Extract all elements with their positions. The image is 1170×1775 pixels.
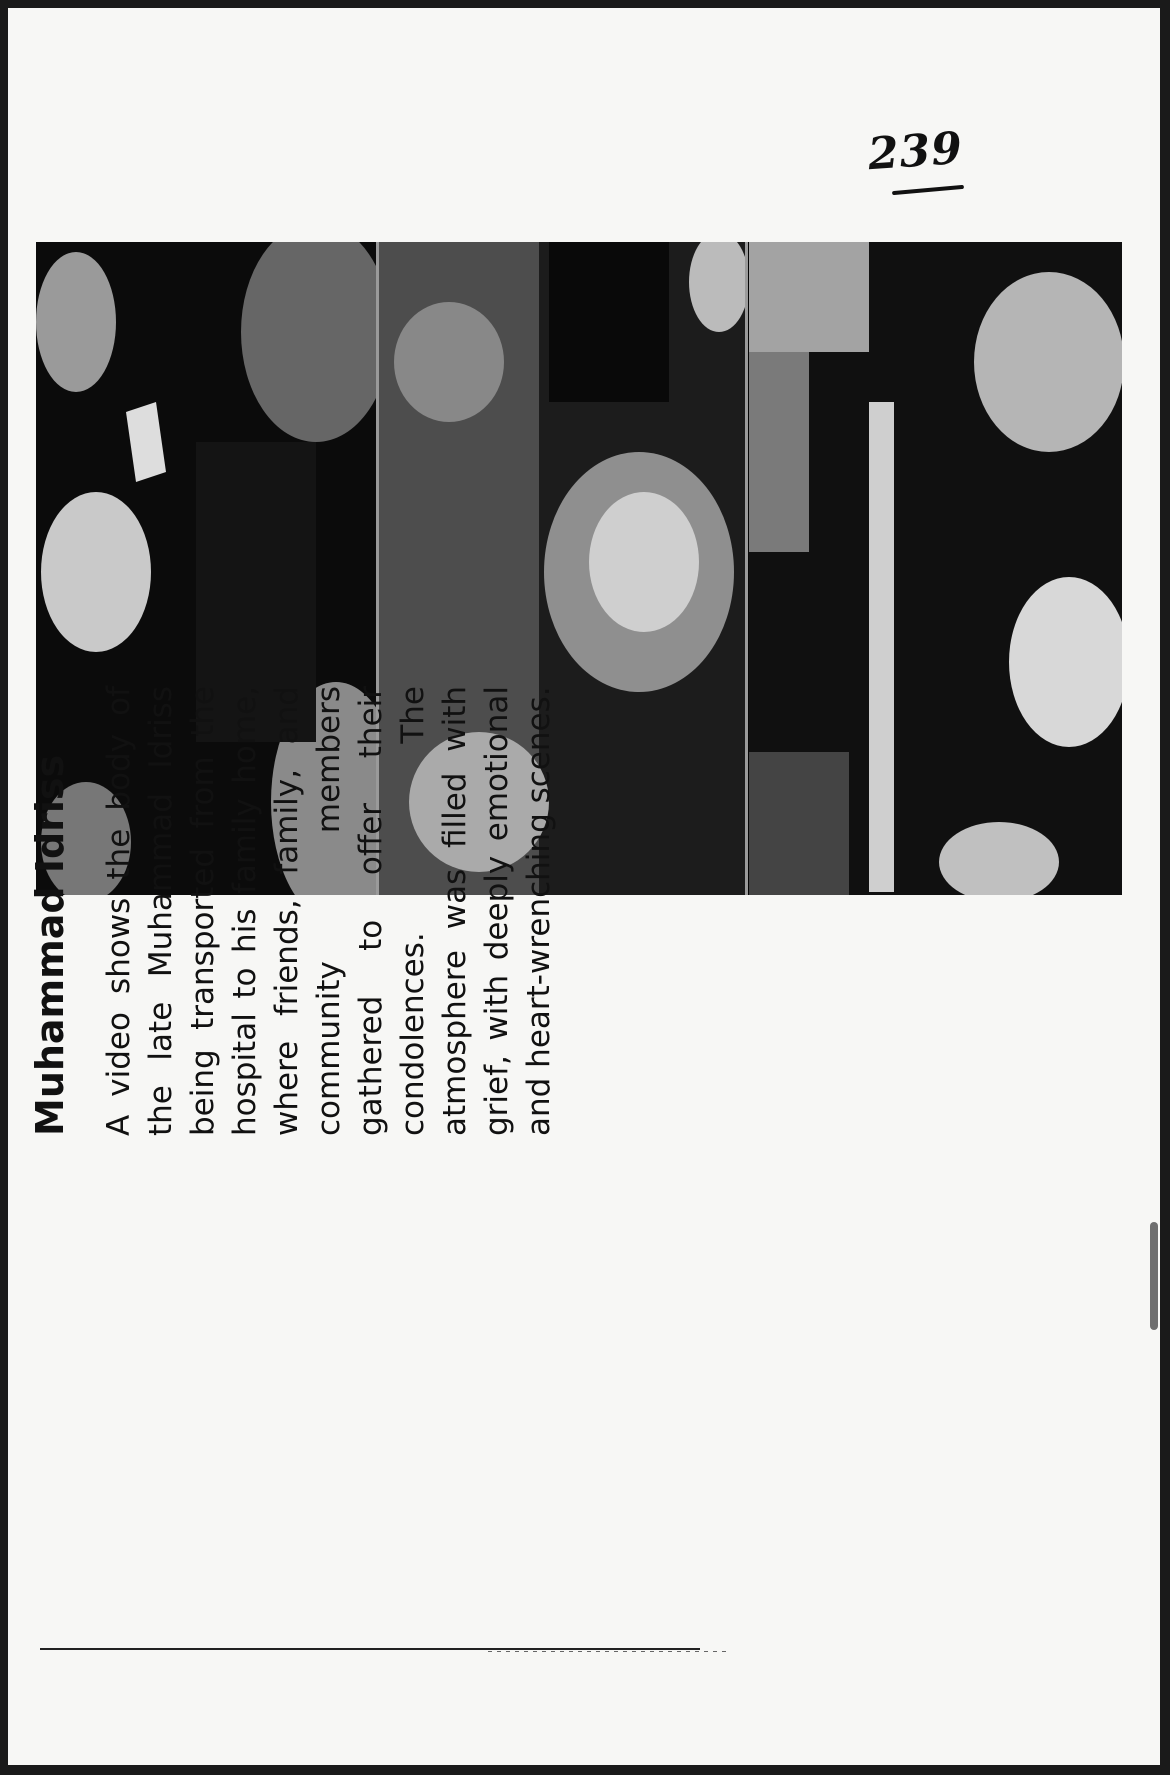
handwritten-page-number: 239: [866, 122, 965, 181]
article-headline: Muhammad Idriss: [28, 754, 72, 1136]
article-block: [28, 656, 998, 1136]
vertical-scrollbar[interactable]: [1150, 1222, 1158, 1330]
article-body: A video shows the body of the late Muhammad Idriss being transported from the hospital to his family home, where friends, family, and community members gathered to offer their condolences. The atmosphere was filled with grief, with deeply emotional and heart-wrenching scenes.: [101, 686, 557, 1136]
bottom-rule-dots: [488, 1651, 728, 1652]
scanned-page: [8, 8, 1160, 1765]
page-number-underline: [892, 185, 964, 195]
bottom-rule: [40, 1648, 700, 1650]
